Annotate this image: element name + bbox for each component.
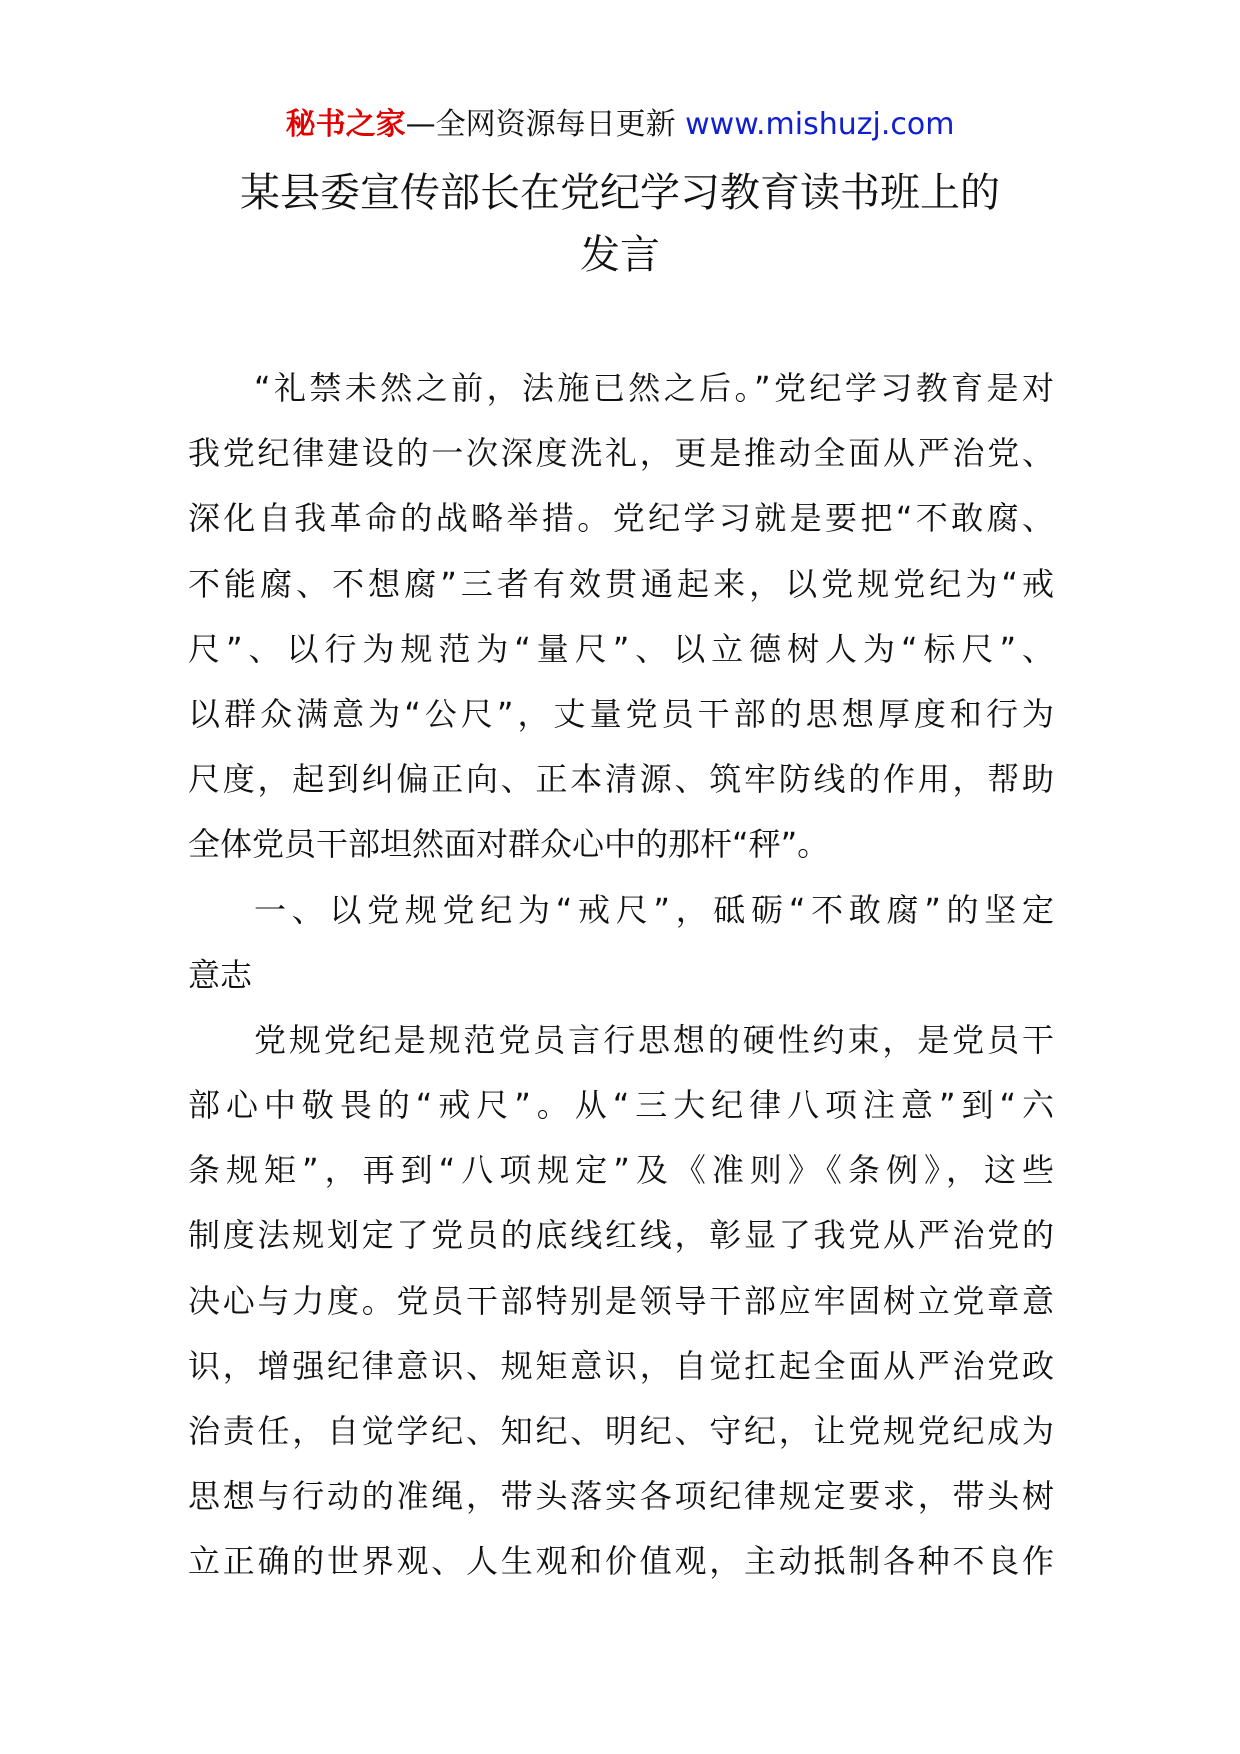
site-header [0, 103, 1240, 147]
body-line: 条规矩”，再到“八项规定”及《准则》《条例》，这些 [188, 1151, 1054, 1190]
body-line: 治责任，自觉学纪、知纪、明纪、守纪，让党规党纪成为 [188, 1412, 1054, 1450]
body-line: 深化自我革命的战略举措。党纪学习就是要把“不敢腐、 [188, 499, 1054, 538]
body-line: 党规党纪是规范党员言行思想的硬性约束，是党员干 [254, 1020, 1054, 1059]
body-line: 尺度，起到纠偏正向、正本清源、筑牢防线的作用，帮助 [188, 760, 1054, 799]
body-line: 不能腐、不想腐”三者有效贯通起来，以党规党纪为“戒 [188, 564, 1054, 603]
document-body [188, 356, 1054, 1595]
title-line-1: 某县委宣传部长在党纪学习教育读书班上的 [240, 170, 1000, 216]
body-line: 决心与力度。党员干部特别是领导干部应牢固树立党章意 [188, 1281, 1054, 1320]
document-title [0, 162, 1240, 286]
body-line: 识，增强纪律意识、规矩意识，自觉扛起全面从严治党政 [188, 1346, 1054, 1385]
body-line: 思想与行动的准绳，带头落实各项纪律规定要求，带头树 [188, 1477, 1054, 1516]
section-heading-line: 意志 [188, 955, 253, 994]
body-line: 我党纪律建设的一次深度洗礼，更是推动全面从严治党、 [188, 434, 1054, 473]
body-line: “礼禁未然之前，法施已然之后。”党纪学习教育是对 [254, 369, 1054, 407]
body-line: 部心中敬畏的“戒尺”。从“三大纪律八项注意”到“六 [188, 1086, 1054, 1125]
body-line: 立正确的世界观、人生观和价值观，主动抵制各种不良作 [188, 1542, 1054, 1581]
title-line-2: 发言 [580, 232, 660, 278]
body-line: 尺”、以行为规范为“量尺”、以立德树人为“标尺”、 [188, 629, 1054, 668]
site-url-link[interactable]: www.mishuzj.com [685, 107, 955, 142]
brand-name: 秘书之家 [285, 107, 406, 142]
header-tagline: —全网资源每日更新 [405, 107, 686, 142]
body-line: 全体党员干部坦然面对群众心中的那杆“秤”。 [188, 825, 830, 864]
body-line: 制度法规划定了党员的底线红线，彰显了我党从严治党的 [188, 1216, 1054, 1255]
section-heading-line: 一、以党规党纪为“戒尺”，砥砺“不敢腐”的坚定 [254, 890, 1054, 929]
body-line: 以群众满意为“公尺”，丈量党员干部的思想厚度和行为 [188, 694, 1054, 733]
